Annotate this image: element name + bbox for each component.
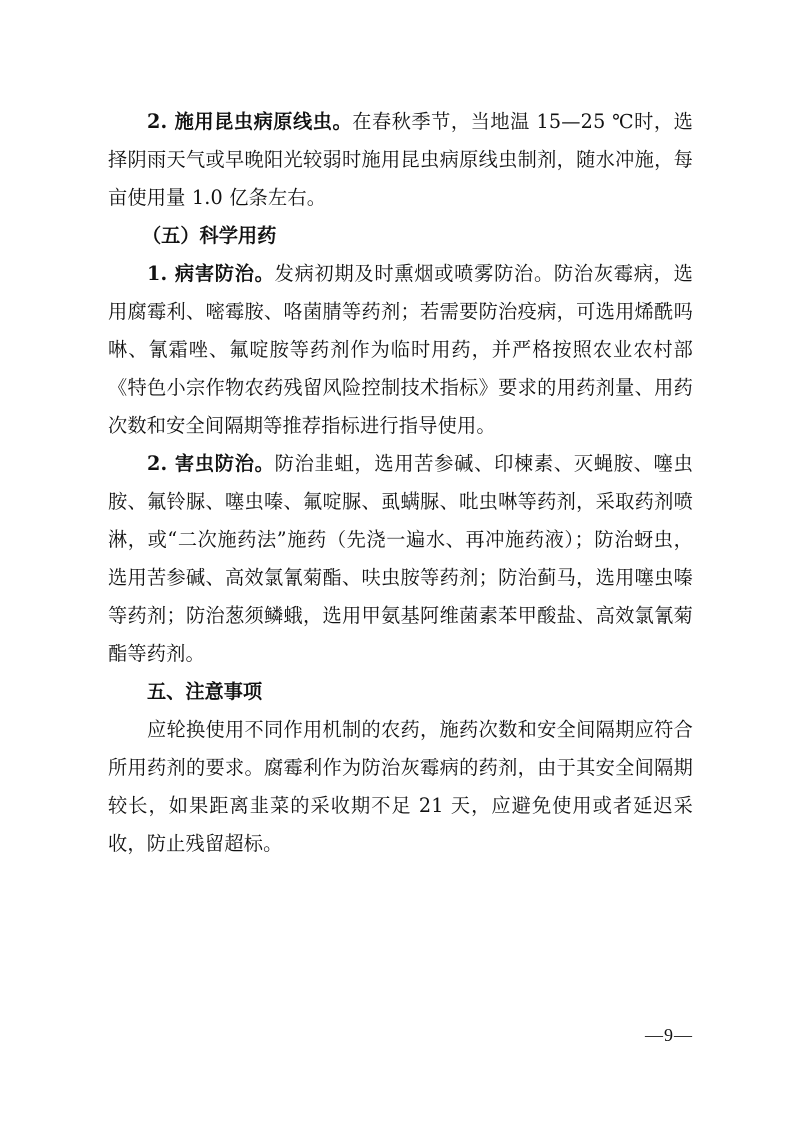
page-number: —9— [645, 1025, 693, 1045]
paragraph-pest-control [108, 445, 693, 673]
section-heading-precautions: 五、注意事项 [147, 680, 263, 703]
paragraph-text: 应轮换使用不同作用机制的农药，施药次数和安全间隔期应符合所用药剂的要求。腐霉利作为防治灰霉病的药剂，由于其安全间隔期较长，如果距离韭菜的采收期不足 21 天，应避免使用或者延迟采收，防止残留超标。 [108, 718, 693, 855]
document-body [108, 103, 693, 863]
paragraph-disease-control [108, 255, 693, 445]
paragraph-lead: 2. 施用昆虫病原线虫。 [147, 110, 353, 133]
paragraph-lead: 1. 病害防治。 [147, 262, 275, 285]
paragraph-text: 发病初期及时熏烟或喷雾防治。防治灰霉病，选用腐霉利、嘧霉胺、咯菌腈等药剂；若需要防治疫病，可选用烯酰吗啉、氰霜唑、氟啶胺等药剂作为临时用药，并严格按照农业农村部《特色小宗作物农药残留风险控制技术指标》要求的用药剂量、用药次数和安全间隔期等推荐指标进行指导使用。 [108, 262, 693, 437]
paragraph-lead: 2. 害虫防治。 [147, 452, 275, 475]
section-heading-scientific-pesticide: （五）科学用药 [142, 224, 277, 247]
paragraph-text: 在春秋季节，当地温 15—25 ℃时，选择阴雨天气或早晚阳光较弱时施用昆虫病原线虫制剂，随水冲施，每亩使用量 1.0 亿条左右。 [108, 110, 693, 209]
paragraph-precautions [108, 711, 693, 863]
paragraph-nematode [108, 103, 693, 217]
paragraph-text: 防治韭蛆，选用苦参碱、印楝素、灭蝇胺、噻虫胺、氟铃脲、噻虫嗪、氟啶脲、虱螨脲、吡虫啉等药剂，采取药剂喷淋，或“二次施药法”施药（先浇一遍水、再冲施药液）；防治蚜虫，选用苦参碱、高效氯氰菊酯、呋虫胺等药剂；防治蓟马，选用噻虫嗪等药剂；防治葱须鳞蛾，选用甲氨基阿维菌素苯甲酸盐、高效氯氰菊酯等药剂。 [108, 452, 693, 665]
